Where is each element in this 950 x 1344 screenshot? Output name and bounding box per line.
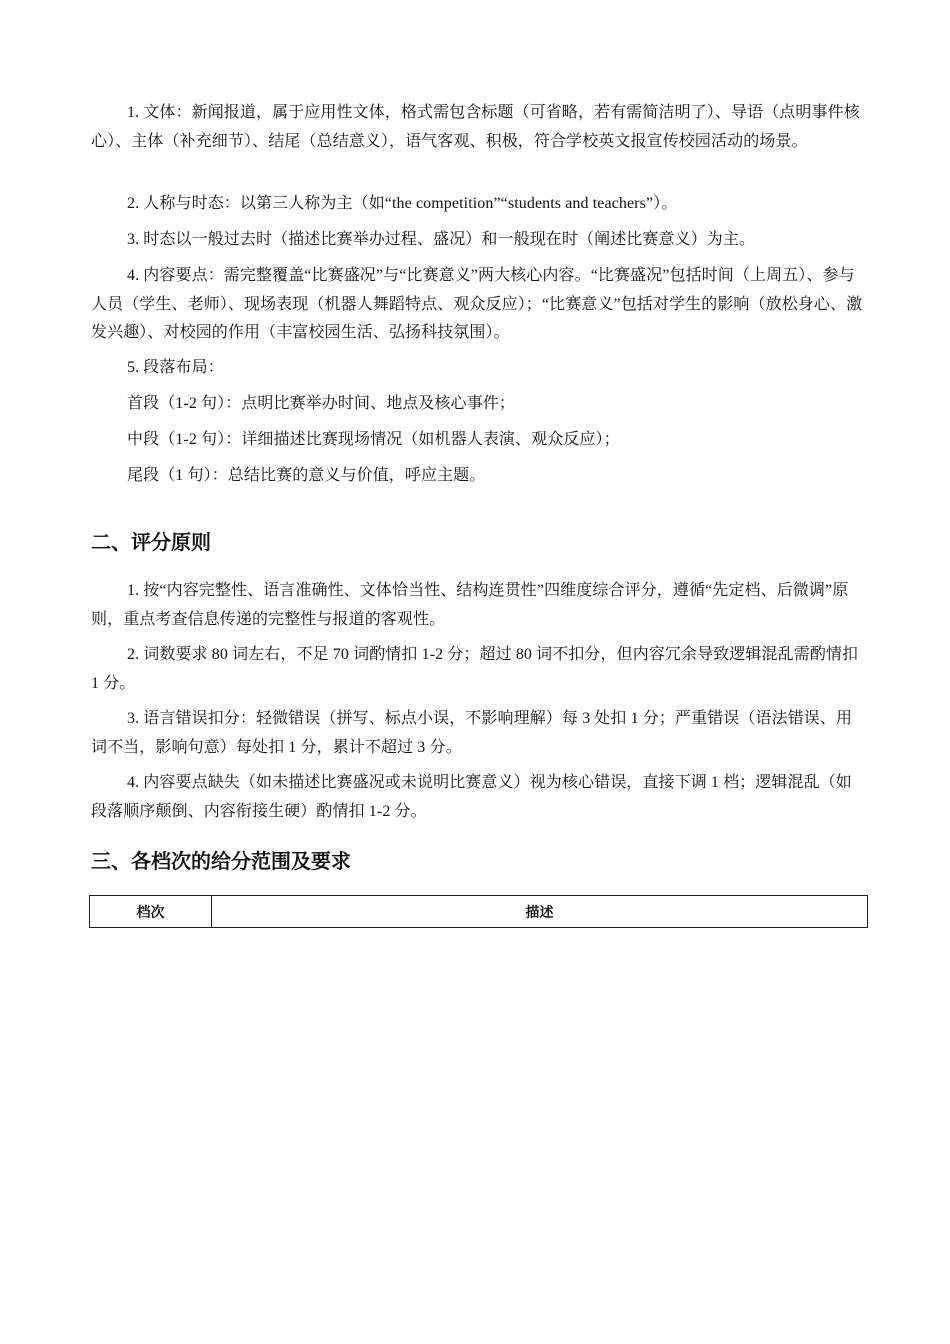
requirement-content: 4. 内容要点：需完整覆盖“比赛盛况”与“比赛意义”两大核心内容。“比赛盛况”包括时间（上周五）、参与人员（学生、老师）、现场表现（机器人舞蹈特点、观众反应）；“比赛意义”包括对学生的影响（放松身心、激发兴趣）、对校园的作用（丰富校园生活、弘扬科技氛围）。 [91, 267, 863, 341]
layout-first-paragraph: 首段（1-2 句）：点明比赛举办时间、地点及核心事件； [127, 395, 516, 412]
section-heading-scoring-principles: 二、评分原则 [91, 530, 211, 554]
column-header-grade: 档次 [90, 896, 212, 928]
table-header-row [90, 896, 868, 928]
layout-last-paragraph: 尾段（1 句）：总结比赛的意义与价值，呼应主题。 [127, 467, 486, 484]
grade-table [89, 895, 868, 928]
column-header-description: 描述 [212, 896, 868, 928]
principle-2: 2. 词数要求 80 词左右，不足 70 词酌情扣 1-2 分；超过 80 词不扣分，但内容冗余导致逻辑混乱需酌情扣 1 分。 [91, 646, 859, 692]
requirement-tense: 3. 时态以一般过去时（描述比赛举办过程、盛况）和一般现在时（阐述比赛意义）为主。 [127, 231, 756, 248]
requirement-person: 2. 人称与时态：以第三人称为主（如“the competition”“students and teachers”）。 [127, 195, 678, 212]
layout-middle-paragraph: 中段（1-2 句）：详细描述比赛现场情况（如机器人表演、观众反应）； [127, 431, 620, 448]
principle-1: 1. 按“内容完整性、语言准确性、文体恰当性、结构连贯性”四维度综合评分，遵循“先定档、后微调”原则，重点考查信息传递的完整性与报道的客观性。 [91, 582, 849, 628]
section-heading-grade-bands: 三、各档次的给分范围及要求 [91, 849, 351, 873]
requirement-genre: 1. 文体：新闻报道，属于应用性文体，格式需包含标题（可省略，若有需简洁明了）、导语（点明事件核心）、主体（补充细节）、结尾（总结意义），语气客观、积极，符合学校英文报宣传校园活动的场景。 [91, 104, 860, 150]
requirement-layout: 5. 段落布局： [127, 359, 224, 376]
principle-3: 3. 语言错误扣分：轻微错误（拼写、标点小误，不影响理解）每 3 处扣 1 分；严重错误（语法错误、用词不当，影响句意）每处扣 1 分，累计不超过 3 分。 [91, 710, 853, 756]
principle-4: 4. 内容要点缺失（如未描述比赛盛况或未说明比赛意义）视为核心错误，直接下调 1 档；逻辑混乱（如段落顺序颠倒、内容衔接生硬）酌情扣 1-2 分。 [91, 774, 852, 820]
